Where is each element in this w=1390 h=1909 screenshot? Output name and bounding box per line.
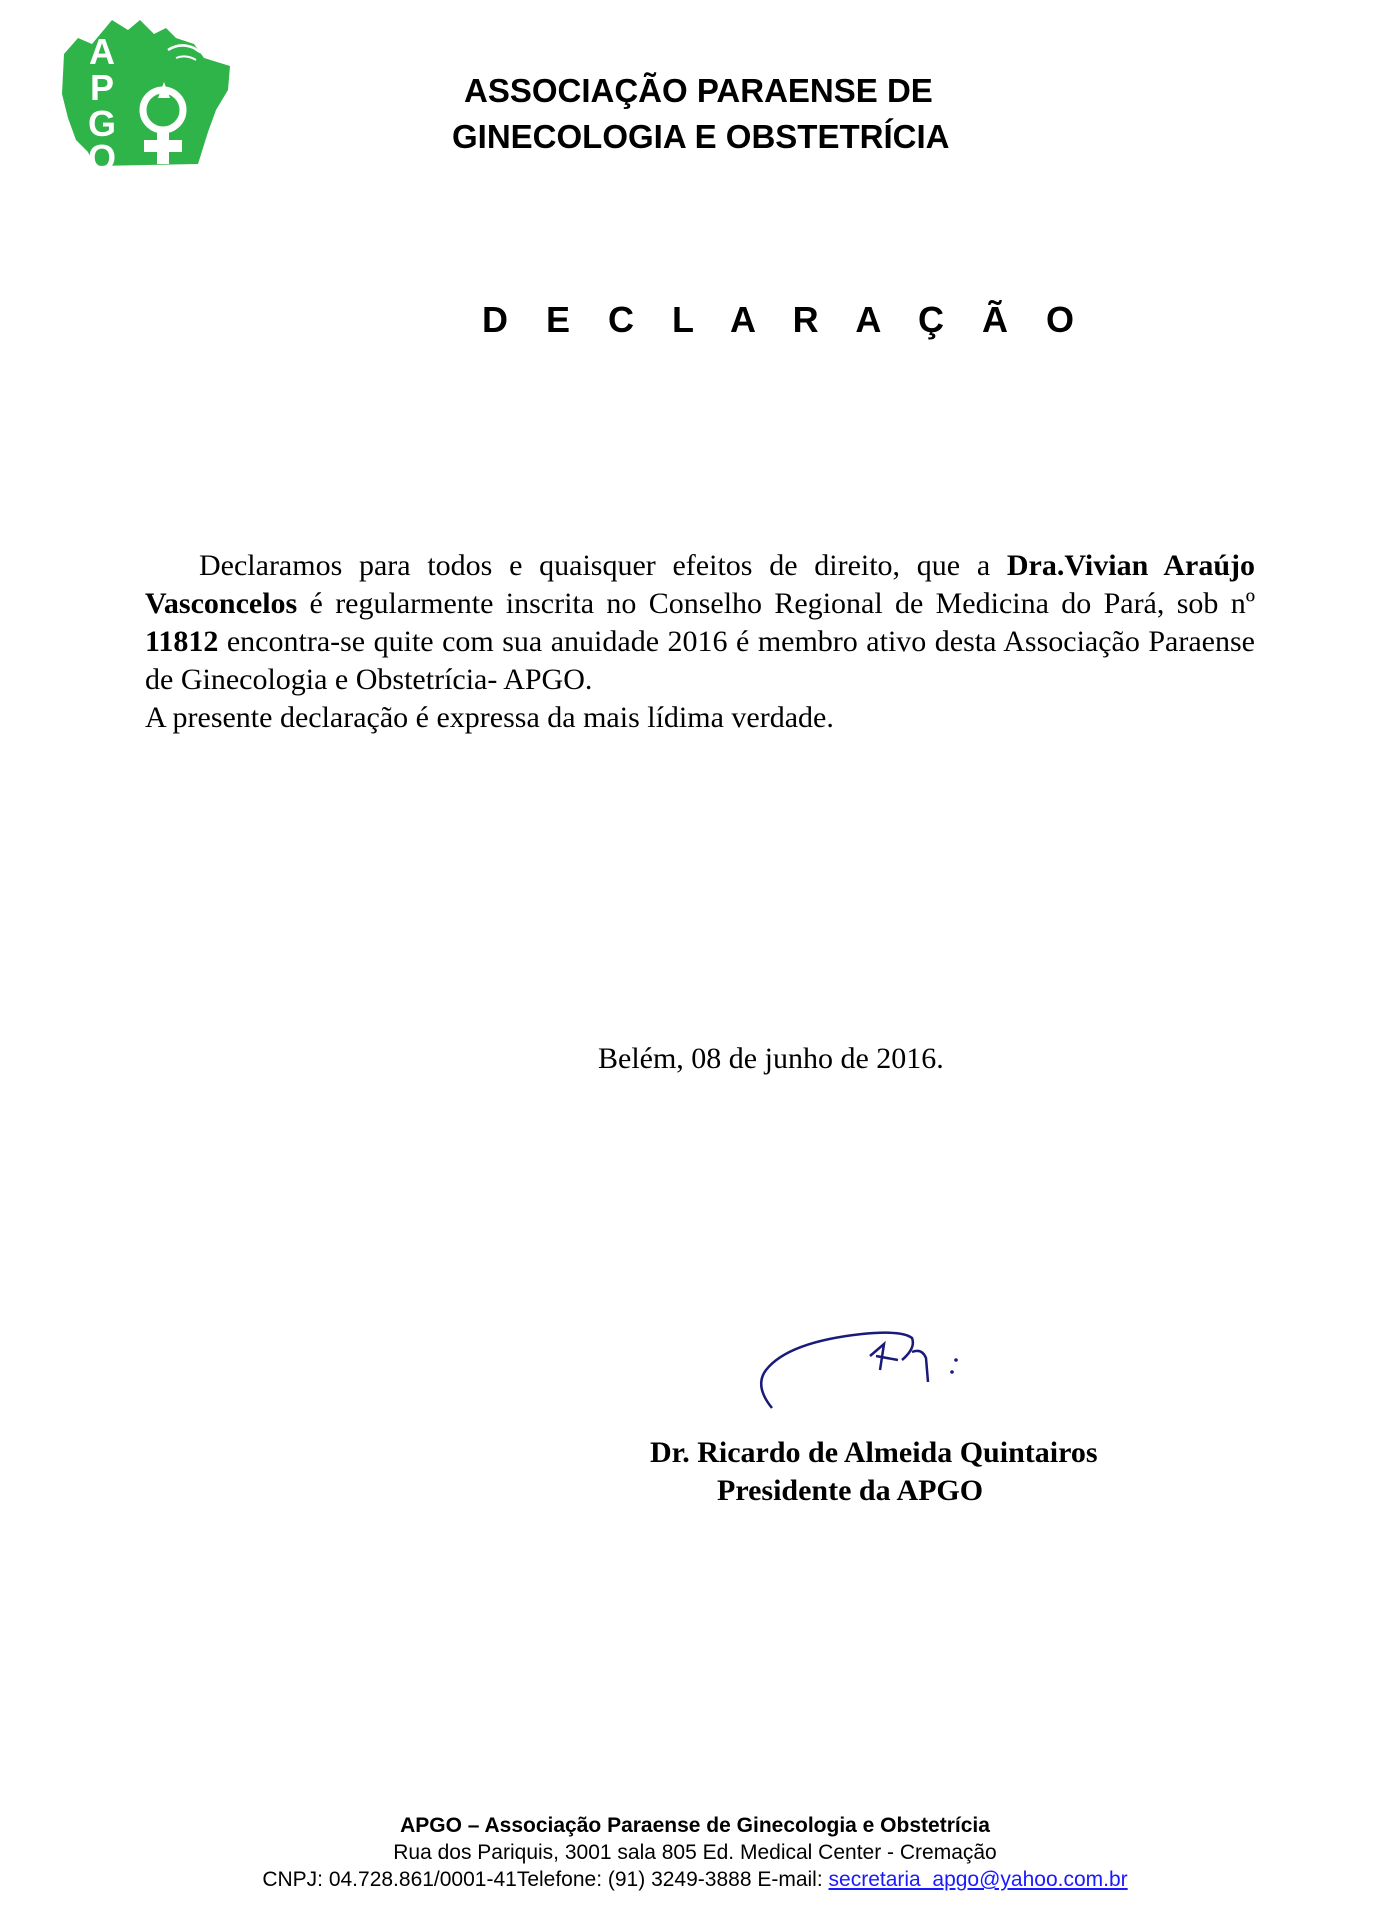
signer-role: Presidente da APGO <box>717 1474 984 1507</box>
organization-name <box>420 68 1020 160</box>
date-line: Belém, 08 de junho de 2016. <box>598 1042 944 1075</box>
signer-block <box>650 1434 1098 1510</box>
svg-text:A: A <box>89 31 115 72</box>
org-name-line-2: GINECOLOGIA E OBSTETRÍCIA <box>452 118 950 155</box>
declaration-body <box>145 547 1255 737</box>
closing-statement: A presente declaração é expressa da mais lídima verdade. <box>145 701 834 734</box>
footer-cnpj-phone: CNPJ: 04.728.861/0001-41Telefone: (91) 3249-3888 E-mail: <box>262 1868 829 1891</box>
footer-email-link[interactable]: secretaria_apgo@yahoo.com.br <box>828 1868 1128 1891</box>
footer-org-name: APGO – Associação Paraense de Ginecologia e Obstetrícia <box>400 1814 990 1837</box>
paragraph-middle: é regularmente inscrita no Conselho Regional de Medicina do Pará, sob nº <box>297 587 1255 620</box>
crm-number: 11812 <box>145 625 219 658</box>
footer <box>0 1812 1390 1893</box>
paragraph-end: encontra-se quite com sua anuidade 2016 é membro ativo desta Associação Paraense de Ginecologia e Obstetrícia- APGO. <box>145 625 1255 696</box>
svg-text:G: G <box>87 103 117 144</box>
handwritten-signature-icon <box>752 1308 1012 1418</box>
member-name: Dra.Vivian Araújo Vasconcelos <box>145 549 1256 620</box>
org-name-line-1: ASSOCIAÇÃO PARAENSE DE <box>464 72 933 109</box>
document-title: D E C L A R A Ç Ã O <box>482 299 1089 340</box>
svg-text:P: P <box>89 67 115 108</box>
svg-text:O: O <box>87 137 117 170</box>
signer-name: Dr. Ricardo de Almeida Quintairos <box>650 1436 1098 1469</box>
paragraph-intro: Declaramos para todos e quaisquer efeitos de direito, que a <box>199 549 1007 582</box>
footer-address: Rua dos Pariquis, 3001 sala 805 Ed. Medical Center - Cremação <box>393 1841 997 1864</box>
declaration-paragraph <box>145 547 1255 699</box>
apgo-logo-icon <box>58 14 234 170</box>
footer-contact <box>0 1866 1390 1893</box>
